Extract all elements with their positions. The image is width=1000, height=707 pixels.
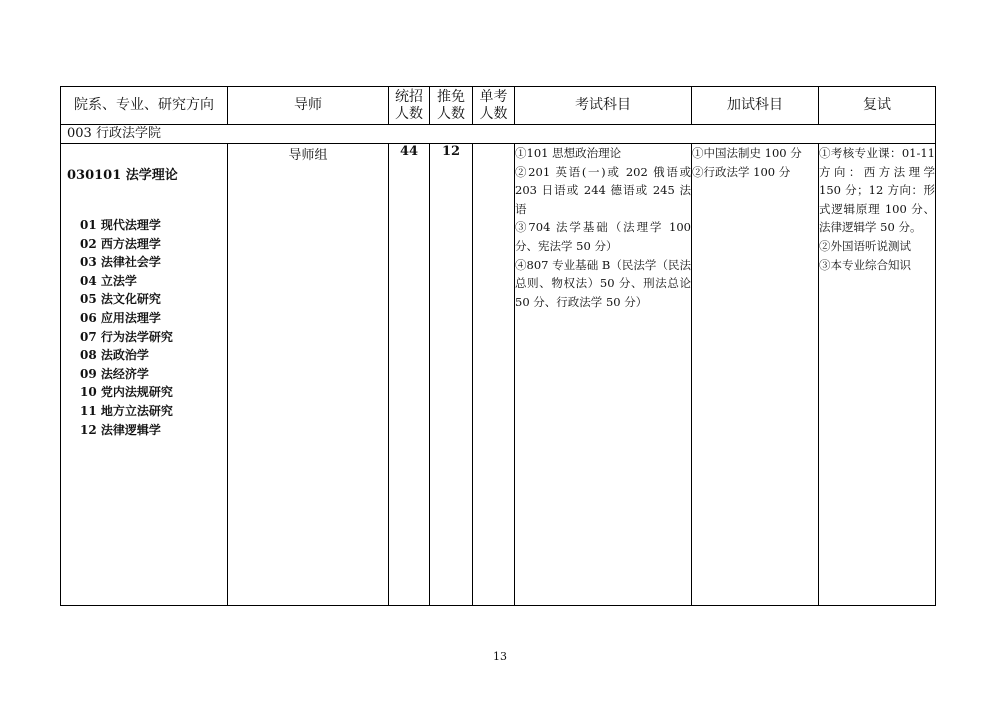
retest-item: ③本专业综合知识 (819, 257, 911, 272)
header-exam-subjects: 考试科目 (515, 87, 692, 125)
page-number: 13 (493, 650, 507, 663)
additional-subject-item: ①中国法制史 100 分 (692, 146, 802, 160)
exam-subject-item: ①101 思想政治理论 (515, 146, 622, 160)
direction-item: 08 法政治学 (80, 348, 149, 363)
retest-cell (819, 144, 936, 606)
program-cell (61, 144, 228, 606)
program-row (61, 144, 936, 606)
department-name: 003 行政法学院 (61, 125, 936, 144)
header-recommended-count (430, 87, 473, 125)
program-code-name: 030101 法学理论 (67, 168, 178, 183)
additional-subjects-cell (692, 144, 819, 606)
additional-subject-item: ②行政法学 100 分 (692, 164, 791, 179)
direction-item: 09 法经济学 (80, 366, 149, 381)
header-retest: 复试 (819, 87, 936, 125)
direction-item: 06 应用法理学 (80, 310, 161, 325)
header-recommended-line1: 推免 (437, 88, 465, 105)
recommended-count: 12 (430, 144, 473, 606)
header-unified-line1: 统招 (395, 88, 423, 105)
exam-subjects-cell (515, 144, 692, 606)
direction-item: 11 地方立法研究 (80, 403, 173, 418)
header-row (61, 87, 936, 125)
department-row (61, 125, 936, 144)
header-recommended-line2: 人数 (437, 105, 465, 122)
admissions-table (60, 86, 936, 606)
header-dept-major: 院系、专业、研究方向 (61, 87, 228, 125)
header-unified-count (389, 87, 430, 125)
research-directions (80, 216, 227, 439)
direction-item: 05 法文化研究 (80, 292, 161, 307)
direction-item: 03 法律社会学 (80, 255, 161, 270)
separate-count (473, 144, 515, 606)
direction-item: 10 党内法规研究 (80, 385, 173, 400)
direction-item: 02 西方法理学 (80, 236, 161, 251)
advisor-cell: 导师组 (228, 144, 389, 606)
retest-item: ②外国语听说测试 (819, 238, 911, 253)
exam-subject-item: ④807 专业基础 B（民法学（民法总则、物权法）50 分、刑法总论 50 分、行政法学 50 分） (515, 257, 691, 309)
direction-item: 07 行为法学研究 (80, 329, 173, 344)
direction-item: 12 法律逻辑学 (80, 422, 161, 437)
header-separate-line1: 单考 (479, 88, 508, 105)
unified-count: 44 (389, 144, 430, 606)
header-separate-line2: 人数 (479, 105, 508, 122)
header-advisor: 导师 (228, 87, 389, 125)
header-additional-subjects: 加试科目 (692, 87, 819, 125)
direction-item: 01 现代法理学 (80, 218, 161, 232)
header-separate-count (473, 87, 515, 125)
exam-subject-item: ③704 法学基础（法理学 100 分、宪法学 50 分） (515, 220, 691, 253)
direction-item: 04 立法学 (80, 273, 137, 288)
header-unified-line2: 人数 (395, 105, 423, 122)
retest-item: ①考核专业课：01-11 方向：西方法理学 150 分；12 方向：形式逻辑原理 100 分、法律逻辑学 50 分。 (819, 146, 935, 235)
exam-subject-item: ②201 英语(一)或 202 俄语或 203 日语或 244 德语或 245 法语 (515, 164, 691, 216)
